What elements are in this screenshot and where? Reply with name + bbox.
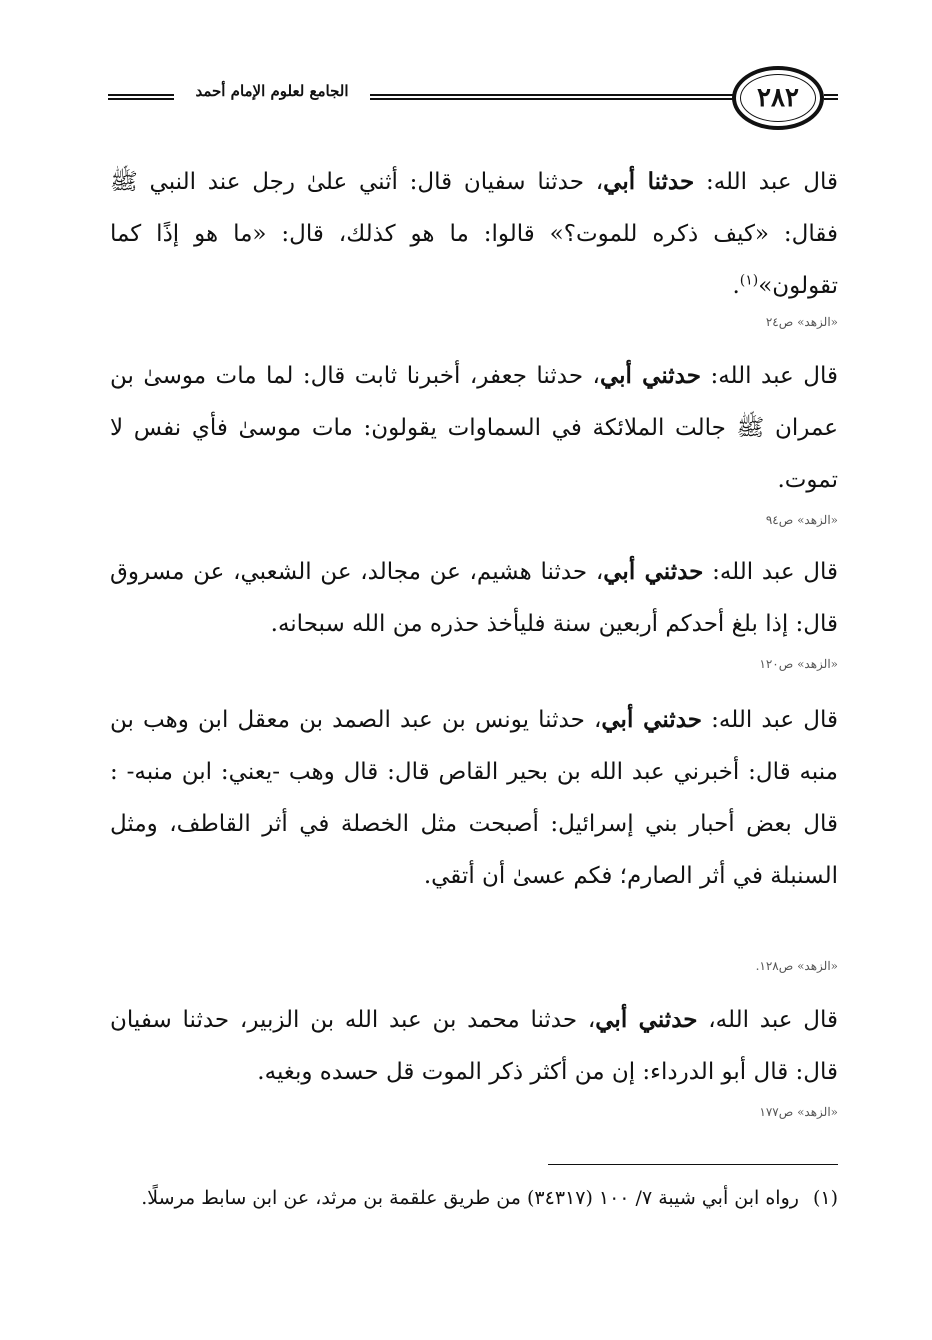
entry-narrator: حدثنا أبي [603, 168, 695, 195]
entry-narrator: حدثني أبي [603, 558, 704, 585]
hadith-entry [110, 694, 838, 902]
entry-narrator: حدثني أبي [595, 1006, 698, 1033]
running-title: الجامع لعلوم الإمام أحمد [195, 82, 349, 100]
entry-narrator: حدثني أبي [599, 362, 701, 389]
entry-prefix: قال عبد الله: [702, 707, 839, 733]
page-number: ٢٨٢ [757, 83, 799, 113]
header-rule-middle [370, 94, 738, 100]
entry-text: ، حدثنا يونس بن عبد الصمد بن معقل ابن وهب بن منبه قال: أخبرني عبد الله بن بحير القاص قال: قال وهب -يعني: ابن منبه- : قال بعض أحبار بني إسرائيل: أصبحت مثل الخصلة في أثر القاطف، ومثل السنبلة في أثر الصارم؛ فكم عسىٰ أن أتقي. [110, 707, 838, 889]
page-header [108, 66, 838, 138]
source-citation: «الزهد» ص١٢٨. [755, 959, 838, 973]
header-rule-left [108, 94, 174, 100]
footnote-marker: (١) [812, 1187, 838, 1209]
entry-narrator: حدثني أبي [601, 706, 702, 733]
entry-text: ، حدثنا محمد بن عبد الله بن الزبير، حدثنا سفيان قال: قال أبو الدرداء: إن من أكثر ذكر الموت قل حسده وبغيه. [110, 1007, 838, 1085]
footnote [110, 1180, 838, 1216]
entry-text: ، حدثنا جعفر، أخبرنا ثابت قال: لما مات موسىٰ بن عمران ﷺ جالت الملائكة في السماوات يقولون: مات موسىٰ فأي نفس لا تموت. [110, 363, 838, 493]
hadith-entry [110, 994, 838, 1098]
footnote-reference[interactable]: (١) [739, 272, 759, 289]
entry-text: ، حدثنا هشيم، عن مجالد، عن الشعبي، عن مسروق قال: إذا بلغ أحدكم أربعين سنة فليأخذ حذره من الله سبحانه. [110, 559, 838, 637]
entry-prefix: قال عبد الله، [697, 1007, 838, 1033]
hadith-entry [110, 156, 838, 312]
entry-text: ، حدثنا سفيان قال: أثني علىٰ رجل عند النبي ﷺ فقال: «كيف ذكره للموت؟» قالوا: ما هو كذلك، قال: «ما هو إذًا كما تقولون» [110, 169, 838, 299]
source-citation: «الزهد» ص٢٤ [765, 315, 838, 329]
footnote-text: رواه ابن أبي شيبة ٧/ ١٠٠ (٣٤٣١٧) من طريق علقمة بن مرثد، عن ابن سابط مرسلًا. [141, 1187, 799, 1209]
hadith-entry [110, 546, 838, 650]
footnote-separator [548, 1164, 838, 1165]
hadith-entry [110, 350, 838, 506]
entry-prefix: قال عبد الله: [700, 363, 838, 389]
entry-prefix: قال عبد الله: [694, 169, 839, 195]
source-citation: «الزهد» ص١٢٠ [759, 657, 838, 671]
page-number-badge [732, 66, 824, 130]
entry-end: . [732, 273, 740, 299]
source-citation: «الزهد» ص١٧٧ [759, 1105, 838, 1119]
entry-prefix: قال عبد الله: [703, 559, 838, 585]
source-citation: «الزهد» ص٩٤ [765, 513, 838, 527]
header-rule-right [824, 94, 838, 100]
